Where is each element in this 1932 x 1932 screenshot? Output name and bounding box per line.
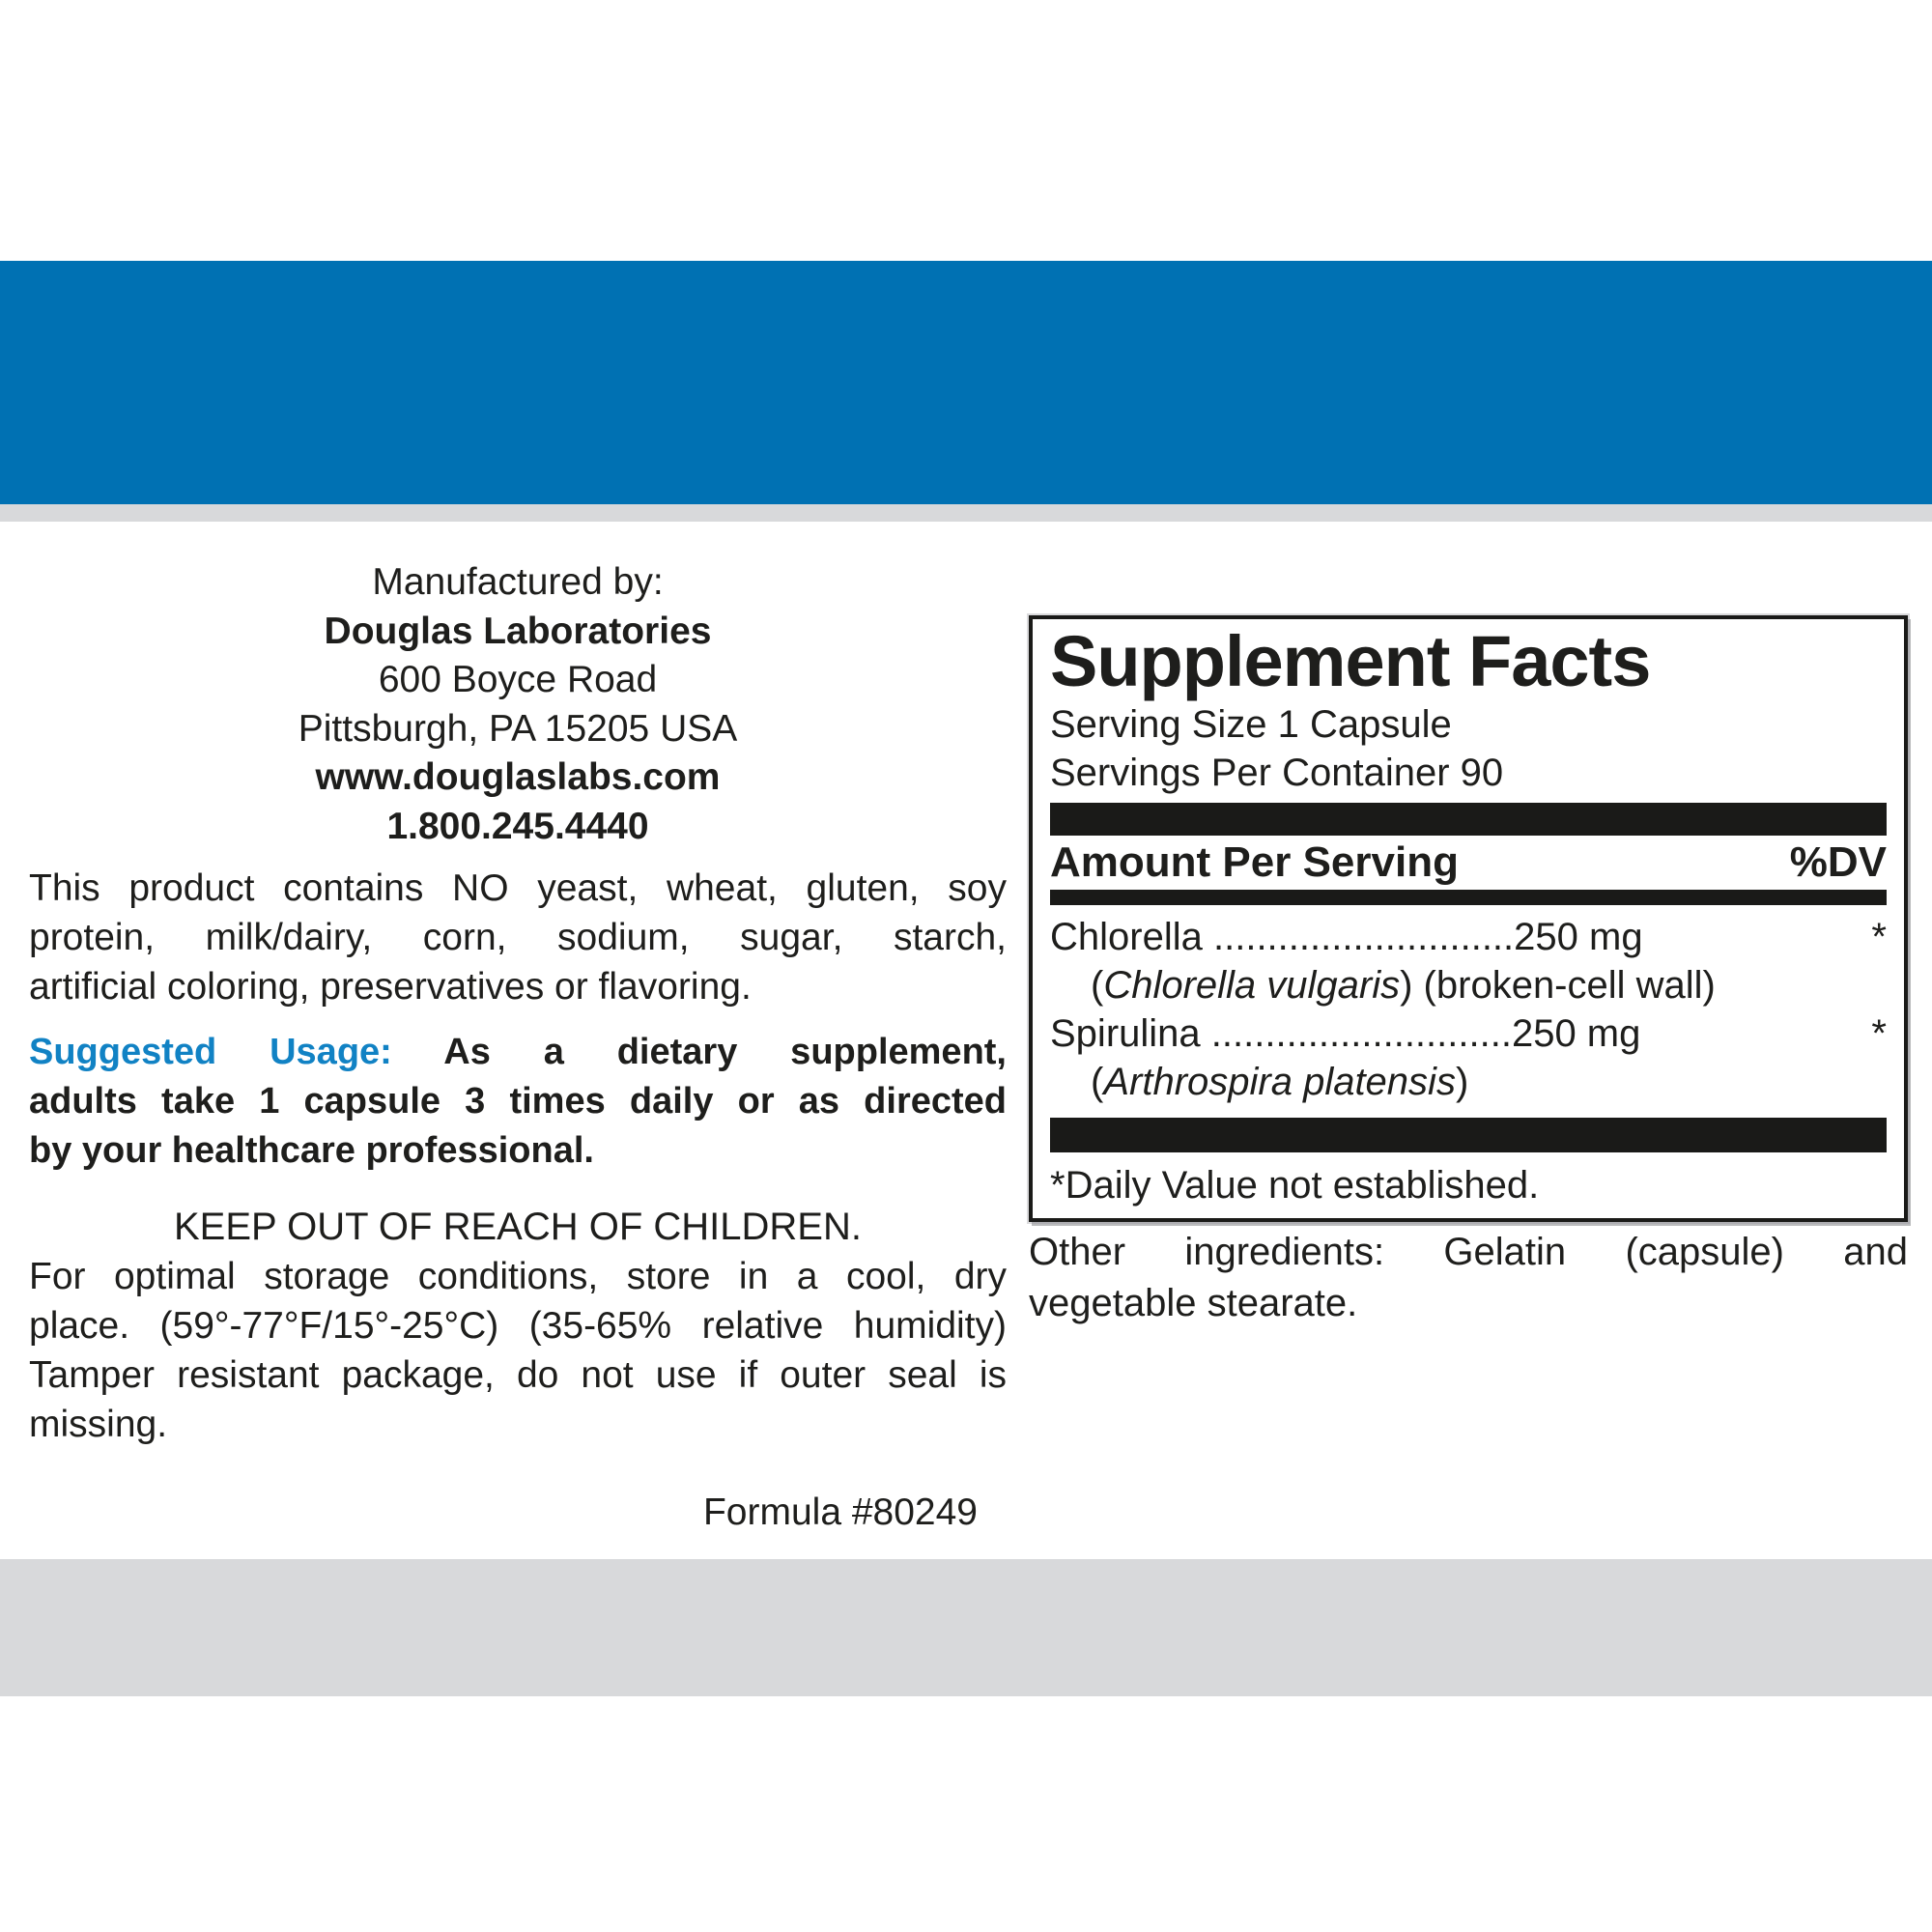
divider-bar-thick [1050,1118,1887,1152]
ingredient-row-chlorella [1050,913,1887,961]
divider-bar-thin [1050,890,1887,905]
contains-line: protein, milk/dairy, corn, sodium, sugar, starch, [29,917,1007,958]
manufacturer-phone: 1.800.245.4440 [386,805,649,847]
bottom-gray-band [0,1559,1932,1696]
detail-paren: ( [1091,1061,1104,1103]
ingredient-amount: 250 mg [1511,1012,1641,1055]
detail-paren: ( [1091,964,1104,1007]
suggested-usage-line: by your healthcare professional. [29,1130,594,1171]
formula-number: Formula #80249 [702,1492,978,1533]
storage-line: place. (59°-77°F/15°-25°C) (35-65% relative humidity) [29,1305,1007,1347]
servings-per-container-line: Servings Per Container 90 [1050,752,1504,794]
storage-paragraph [29,1252,1007,1449]
ingredient-name: Spirulina [1050,1012,1201,1055]
leader-dots: ............................ [1212,916,1515,958]
daily-value-asterisk: * [1871,1012,1887,1055]
suggested-usage-lead: Suggested Usage: [29,1032,392,1072]
ingredient-amount-text [1050,913,1643,961]
ingredient-row-spirulina [1050,1009,1887,1058]
other-ingredients-line: Other ingredients: Gelatin (capsule) and [1029,1231,1908,1273]
manufacturer-website: www.douglaslabs.com [315,756,721,798]
manufacturer-block [29,558,1007,851]
suggested-usage-line [29,1028,1007,1077]
manufactured-by-heading: Manufactured by: [372,561,664,603]
suggested-usage-paragraph [29,1028,1007,1176]
contains-line: This product contains NO yeast, wheat, gluten, soy [29,867,1007,909]
daily-value-footnote: *Daily Value not established. [1050,1164,1540,1207]
suggested-usage-rest: As a dietary supplement, [391,1032,1007,1072]
manufacturer-city: Pittsburgh, PA 15205 USA [298,707,738,750]
suggested-usage-line: adults take 1 capsule 3 times daily or as directed [29,1081,1007,1122]
amount-per-serving-header [1050,836,1887,890]
serving-size-line: Serving Size 1 Capsule [1050,703,1452,746]
spacer [1050,905,1887,913]
ingredient-detail-spirulina [1050,1058,1887,1106]
storage-line: missing. [29,1404,168,1445]
leader-dots: ............................ [1210,1012,1512,1055]
keep-out-of-reach-line: KEEP OUT OF REACH OF CHILDREN. [174,1206,862,1248]
ingredient-amount-text [1050,1009,1640,1058]
amount-per-serving-label: Amount Per Serving [1050,838,1459,886]
species-name: Chlorella vulgaris [1103,964,1401,1007]
ingredient-name: Chlorella [1050,916,1203,958]
manufacturer-name: Douglas Laboratories [324,610,712,652]
detail-rest: ) (broken-cell wall) [1400,964,1716,1007]
left-column [29,558,1007,1449]
detail-rest: ) [1455,1061,1469,1103]
storage-line: For optimal storage conditions, store in a cool, dry [29,1256,1007,1297]
contains-line: artificial coloring, preservatives or flavoring. [29,966,752,1008]
manufacturer-street: 600 Boyce Road [378,659,658,700]
contains-paragraph [29,864,1007,1011]
ingredient-amount: 250 mg [1514,916,1643,958]
daily-value-asterisk: * [1871,916,1887,958]
gray-strip [0,504,1932,522]
storage-line: Tamper resistant package, do not use if outer seal is [29,1354,1007,1396]
blue-band [0,261,1932,504]
percent-dv-label: %DV [1789,838,1887,886]
ingredient-detail-chlorella [1050,961,1887,1009]
supplement-facts-title: Supplement Facts [1050,621,1651,701]
supplement-facts-panel [1029,615,1908,1222]
divider-bar-thick [1050,803,1887,836]
other-ingredients-block [1029,1227,1908,1329]
other-ingredients-line: vegetable stearate. [1029,1282,1358,1324]
species-name: Arthrospira platensis [1103,1061,1456,1103]
